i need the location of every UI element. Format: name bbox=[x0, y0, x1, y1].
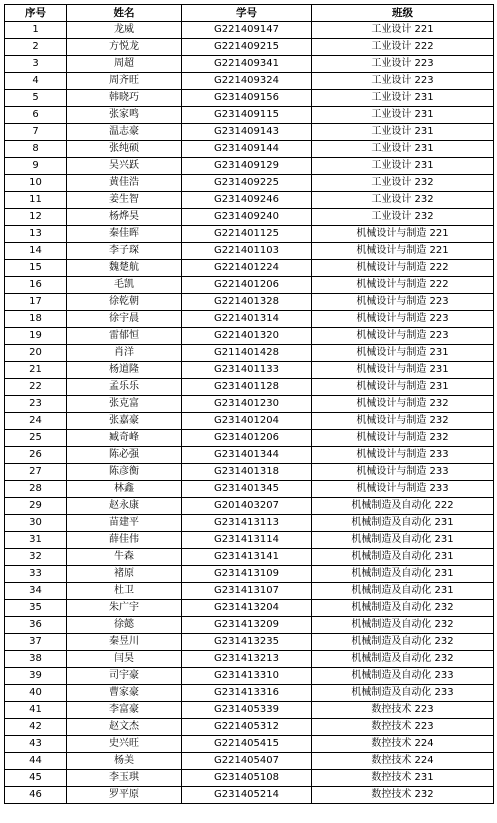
row-index: 2 bbox=[5, 39, 67, 56]
student-name: 陈彦衡 bbox=[67, 464, 182, 481]
row-index: 22 bbox=[5, 379, 67, 396]
class-name: 数控技术 232 bbox=[312, 787, 494, 804]
row-index: 18 bbox=[5, 311, 67, 328]
row-index: 24 bbox=[5, 413, 67, 430]
student-id: G221401224 bbox=[182, 260, 312, 277]
row-index: 12 bbox=[5, 209, 67, 226]
class-name: 机械制造及自动化 232 bbox=[312, 617, 494, 634]
class-name: 机械设计与制造 233 bbox=[312, 447, 494, 464]
table-row bbox=[5, 379, 494, 396]
class-name: 机械制造及自动化 231 bbox=[312, 583, 494, 600]
student-id: G231401345 bbox=[182, 481, 312, 498]
student-id: G221401125 bbox=[182, 226, 312, 243]
class-name: 工业设计 232 bbox=[312, 209, 494, 226]
student-name: 周齐旺 bbox=[67, 73, 182, 90]
row-index: 39 bbox=[5, 668, 67, 685]
class-name: 机械制造及自动化 231 bbox=[312, 515, 494, 532]
student-name: 赵文杰 bbox=[67, 719, 182, 736]
class-name: 机械制造及自动化 231 bbox=[312, 549, 494, 566]
row-index: 8 bbox=[5, 141, 67, 158]
student-name: 秦昱川 bbox=[67, 634, 182, 651]
student-name: 徐乾朝 bbox=[67, 294, 182, 311]
student-name: 苗建平 bbox=[67, 515, 182, 532]
class-name: 机械制造及自动化 231 bbox=[312, 566, 494, 583]
class-name: 工业设计 232 bbox=[312, 192, 494, 209]
student-id: G231401344 bbox=[182, 447, 312, 464]
student-id: G231409115 bbox=[182, 107, 312, 124]
student-id: G231409156 bbox=[182, 90, 312, 107]
row-index: 42 bbox=[5, 719, 67, 736]
class-name: 工业设计 231 bbox=[312, 107, 494, 124]
student-id: G231401230 bbox=[182, 396, 312, 413]
student-name: 秦佳晖 bbox=[67, 226, 182, 243]
class-name: 机械制造及自动化 232 bbox=[312, 651, 494, 668]
row-index: 15 bbox=[5, 260, 67, 277]
student-name: 杨美 bbox=[67, 753, 182, 770]
table-row bbox=[5, 566, 494, 583]
table-row bbox=[5, 209, 494, 226]
class-name: 工业设计 231 bbox=[312, 158, 494, 175]
table-row bbox=[5, 515, 494, 532]
row-index: 43 bbox=[5, 736, 67, 753]
header-class: 班级 bbox=[312, 5, 494, 22]
student-name: 孟乐乐 bbox=[67, 379, 182, 396]
student-name: 雷郁恒 bbox=[67, 328, 182, 345]
student-name: 臧奇峰 bbox=[67, 430, 182, 447]
student-name: 朱广宇 bbox=[67, 600, 182, 617]
table-row bbox=[5, 583, 494, 600]
row-index: 37 bbox=[5, 634, 67, 651]
student-id: G231413107 bbox=[182, 583, 312, 600]
table-row bbox=[5, 345, 494, 362]
student-roster-table bbox=[4, 4, 494, 804]
class-name: 机械制造及自动化 232 bbox=[312, 634, 494, 651]
table-row bbox=[5, 158, 494, 175]
class-name: 工业设计 222 bbox=[312, 39, 494, 56]
row-index: 16 bbox=[5, 277, 67, 294]
table-row bbox=[5, 311, 494, 328]
table-row bbox=[5, 464, 494, 481]
table-row bbox=[5, 192, 494, 209]
table-row bbox=[5, 787, 494, 804]
student-id: G231413310 bbox=[182, 668, 312, 685]
class-name: 工业设计 231 bbox=[312, 124, 494, 141]
student-id: G221401314 bbox=[182, 311, 312, 328]
student-id: G201403207 bbox=[182, 498, 312, 515]
student-name: 韩晓巧 bbox=[67, 90, 182, 107]
table-row bbox=[5, 39, 494, 56]
student-name: 张克富 bbox=[67, 396, 182, 413]
student-id: G221401103 bbox=[182, 243, 312, 260]
table-row bbox=[5, 328, 494, 345]
student-id: G221409341 bbox=[182, 56, 312, 73]
student-id: G231413213 bbox=[182, 651, 312, 668]
row-index: 9 bbox=[5, 158, 67, 175]
table-row bbox=[5, 22, 494, 39]
row-index: 1 bbox=[5, 22, 67, 39]
class-name: 机械设计与制造 223 bbox=[312, 328, 494, 345]
class-name: 机械设计与制造 223 bbox=[312, 294, 494, 311]
table-header bbox=[5, 5, 494, 22]
row-index: 28 bbox=[5, 481, 67, 498]
student-id: G231401128 bbox=[182, 379, 312, 396]
student-name: 温志豪 bbox=[67, 124, 182, 141]
student-name: 牛森 bbox=[67, 549, 182, 566]
table-row bbox=[5, 736, 494, 753]
header-name: 姓名 bbox=[67, 5, 182, 22]
student-id: G231405214 bbox=[182, 787, 312, 804]
student-id: G231409246 bbox=[182, 192, 312, 209]
row-index: 34 bbox=[5, 583, 67, 600]
class-name: 数控技术 224 bbox=[312, 753, 494, 770]
table-row bbox=[5, 719, 494, 736]
table-row bbox=[5, 617, 494, 634]
table-row bbox=[5, 498, 494, 515]
row-index: 21 bbox=[5, 362, 67, 379]
class-name: 机械制造及自动化 233 bbox=[312, 685, 494, 702]
student-name: 李玉琪 bbox=[67, 770, 182, 787]
student-name: 杜卫 bbox=[67, 583, 182, 600]
student-id: G231413204 bbox=[182, 600, 312, 617]
row-index: 41 bbox=[5, 702, 67, 719]
student-name: 褚原 bbox=[67, 566, 182, 583]
class-name: 机械设计与制造 232 bbox=[312, 396, 494, 413]
class-name: 工业设计 221 bbox=[312, 22, 494, 39]
row-index: 32 bbox=[5, 549, 67, 566]
student-id: G221409147 bbox=[182, 22, 312, 39]
row-index: 11 bbox=[5, 192, 67, 209]
header-row bbox=[5, 5, 494, 22]
student-name: 肖洋 bbox=[67, 345, 182, 362]
class-name: 机械制造及自动化 222 bbox=[312, 498, 494, 515]
table-row bbox=[5, 141, 494, 158]
student-name: 杨道隆 bbox=[67, 362, 182, 379]
student-id: G231413109 bbox=[182, 566, 312, 583]
table-row bbox=[5, 702, 494, 719]
student-id: G231401318 bbox=[182, 464, 312, 481]
row-index: 45 bbox=[5, 770, 67, 787]
row-index: 25 bbox=[5, 430, 67, 447]
table-row bbox=[5, 753, 494, 770]
class-name: 机械设计与制造 231 bbox=[312, 379, 494, 396]
student-id: G221409215 bbox=[182, 39, 312, 56]
table-row bbox=[5, 175, 494, 192]
table-row bbox=[5, 770, 494, 787]
class-name: 机械制造及自动化 233 bbox=[312, 668, 494, 685]
row-index: 4 bbox=[5, 73, 67, 90]
student-id: G231409143 bbox=[182, 124, 312, 141]
class-name: 机械设计与制造 223 bbox=[312, 311, 494, 328]
student-name: 毛凯 bbox=[67, 277, 182, 294]
table-row bbox=[5, 243, 494, 260]
student-name: 闫昊 bbox=[67, 651, 182, 668]
class-name: 机械设计与制造 232 bbox=[312, 413, 494, 430]
row-index: 44 bbox=[5, 753, 67, 770]
student-name: 张家鸣 bbox=[67, 107, 182, 124]
class-name: 机械设计与制造 231 bbox=[312, 362, 494, 379]
row-index: 3 bbox=[5, 56, 67, 73]
table-row bbox=[5, 277, 494, 294]
student-name: 龙威 bbox=[67, 22, 182, 39]
table-row bbox=[5, 294, 494, 311]
student-name: 黄佳浩 bbox=[67, 175, 182, 192]
class-name: 工业设计 231 bbox=[312, 141, 494, 158]
table-row bbox=[5, 260, 494, 277]
row-index: 17 bbox=[5, 294, 67, 311]
row-index: 40 bbox=[5, 685, 67, 702]
student-name: 李子琛 bbox=[67, 243, 182, 260]
table-row bbox=[5, 90, 494, 107]
student-name: 周超 bbox=[67, 56, 182, 73]
row-index: 46 bbox=[5, 787, 67, 804]
student-id: G231413141 bbox=[182, 549, 312, 566]
class-name: 工业设计 223 bbox=[312, 56, 494, 73]
row-index: 23 bbox=[5, 396, 67, 413]
row-index: 5 bbox=[5, 90, 67, 107]
row-index: 38 bbox=[5, 651, 67, 668]
table-row bbox=[5, 430, 494, 447]
row-index: 36 bbox=[5, 617, 67, 634]
row-index: 7 bbox=[5, 124, 67, 141]
class-name: 数控技术 223 bbox=[312, 702, 494, 719]
student-id: G231405339 bbox=[182, 702, 312, 719]
table-row bbox=[5, 447, 494, 464]
student-id: G221405407 bbox=[182, 753, 312, 770]
table-row bbox=[5, 668, 494, 685]
row-index: 19 bbox=[5, 328, 67, 345]
student-name: 司宇豪 bbox=[67, 668, 182, 685]
row-index: 20 bbox=[5, 345, 67, 362]
class-name: 工业设计 223 bbox=[312, 73, 494, 90]
student-id: G231413316 bbox=[182, 685, 312, 702]
table-row bbox=[5, 481, 494, 498]
class-name: 机械设计与制造 231 bbox=[312, 345, 494, 362]
class-name: 机械设计与制造 232 bbox=[312, 430, 494, 447]
table-body bbox=[5, 22, 494, 804]
class-name: 数控技术 231 bbox=[312, 770, 494, 787]
student-name: 曹家豪 bbox=[67, 685, 182, 702]
row-index: 13 bbox=[5, 226, 67, 243]
student-id: G231401133 bbox=[182, 362, 312, 379]
class-name: 机械设计与制造 221 bbox=[312, 226, 494, 243]
row-index: 27 bbox=[5, 464, 67, 481]
class-name: 工业设计 232 bbox=[312, 175, 494, 192]
class-name: 机械设计与制造 233 bbox=[312, 481, 494, 498]
student-id: G231413209 bbox=[182, 617, 312, 634]
table-row bbox=[5, 549, 494, 566]
class-name: 机械设计与制造 222 bbox=[312, 277, 494, 294]
table-row bbox=[5, 124, 494, 141]
table-row bbox=[5, 651, 494, 668]
table-row bbox=[5, 226, 494, 243]
student-name: 赵永康 bbox=[67, 498, 182, 515]
class-name: 数控技术 223 bbox=[312, 719, 494, 736]
row-index: 10 bbox=[5, 175, 67, 192]
student-id: G231409240 bbox=[182, 209, 312, 226]
student-name: 张嘉豪 bbox=[67, 413, 182, 430]
student-name: 张纯硕 bbox=[67, 141, 182, 158]
student-name: 杨烨昊 bbox=[67, 209, 182, 226]
student-id: G221409324 bbox=[182, 73, 312, 90]
student-name: 徐宇晨 bbox=[67, 311, 182, 328]
student-id: G221405415 bbox=[182, 736, 312, 753]
row-index: 29 bbox=[5, 498, 67, 515]
student-id: G231413235 bbox=[182, 634, 312, 651]
row-index: 14 bbox=[5, 243, 67, 260]
student-id: G221401320 bbox=[182, 328, 312, 345]
table-row bbox=[5, 532, 494, 549]
student-name: 罗平原 bbox=[67, 787, 182, 804]
table-row bbox=[5, 600, 494, 617]
student-name: 姜生智 bbox=[67, 192, 182, 209]
student-id: G221401206 bbox=[182, 277, 312, 294]
student-name: 林鑫 bbox=[67, 481, 182, 498]
student-name: 吴兴跃 bbox=[67, 158, 182, 175]
header-student-id: 学号 bbox=[182, 5, 312, 22]
class-name: 机械设计与制造 233 bbox=[312, 464, 494, 481]
table-row bbox=[5, 685, 494, 702]
student-id: G221401328 bbox=[182, 294, 312, 311]
student-name: 陈必强 bbox=[67, 447, 182, 464]
table-row bbox=[5, 396, 494, 413]
student-id: G231401204 bbox=[182, 413, 312, 430]
class-name: 数控技术 224 bbox=[312, 736, 494, 753]
student-name: 史兴旺 bbox=[67, 736, 182, 753]
row-index: 26 bbox=[5, 447, 67, 464]
row-index: 6 bbox=[5, 107, 67, 124]
class-name: 机械制造及自动化 231 bbox=[312, 532, 494, 549]
class-name: 机械设计与制造 222 bbox=[312, 260, 494, 277]
class-name: 机械制造及自动化 232 bbox=[312, 600, 494, 617]
student-name: 李富豪 bbox=[67, 702, 182, 719]
class-name: 机械设计与制造 221 bbox=[312, 243, 494, 260]
student-id: G211401428 bbox=[182, 345, 312, 362]
student-id: G231409144 bbox=[182, 141, 312, 158]
table-row bbox=[5, 362, 494, 379]
table-row bbox=[5, 107, 494, 124]
student-id: G221405312 bbox=[182, 719, 312, 736]
table-row bbox=[5, 56, 494, 73]
student-id: G231409225 bbox=[182, 175, 312, 192]
student-id: G231401206 bbox=[182, 430, 312, 447]
student-id: G231413114 bbox=[182, 532, 312, 549]
row-index: 33 bbox=[5, 566, 67, 583]
row-index: 31 bbox=[5, 532, 67, 549]
student-name: 薛佳伟 bbox=[67, 532, 182, 549]
student-id: G231413113 bbox=[182, 515, 312, 532]
table-row bbox=[5, 73, 494, 90]
student-id: G231405108 bbox=[182, 770, 312, 787]
student-name: 魏楚航 bbox=[67, 260, 182, 277]
student-name: 方悦龙 bbox=[67, 39, 182, 56]
header-index: 序号 bbox=[5, 5, 67, 22]
student-id: G231409129 bbox=[182, 158, 312, 175]
class-name: 工业设计 231 bbox=[312, 90, 494, 107]
row-index: 35 bbox=[5, 600, 67, 617]
row-index: 30 bbox=[5, 515, 67, 532]
table-row bbox=[5, 634, 494, 651]
table-row bbox=[5, 413, 494, 430]
student-name: 徐懿 bbox=[67, 617, 182, 634]
